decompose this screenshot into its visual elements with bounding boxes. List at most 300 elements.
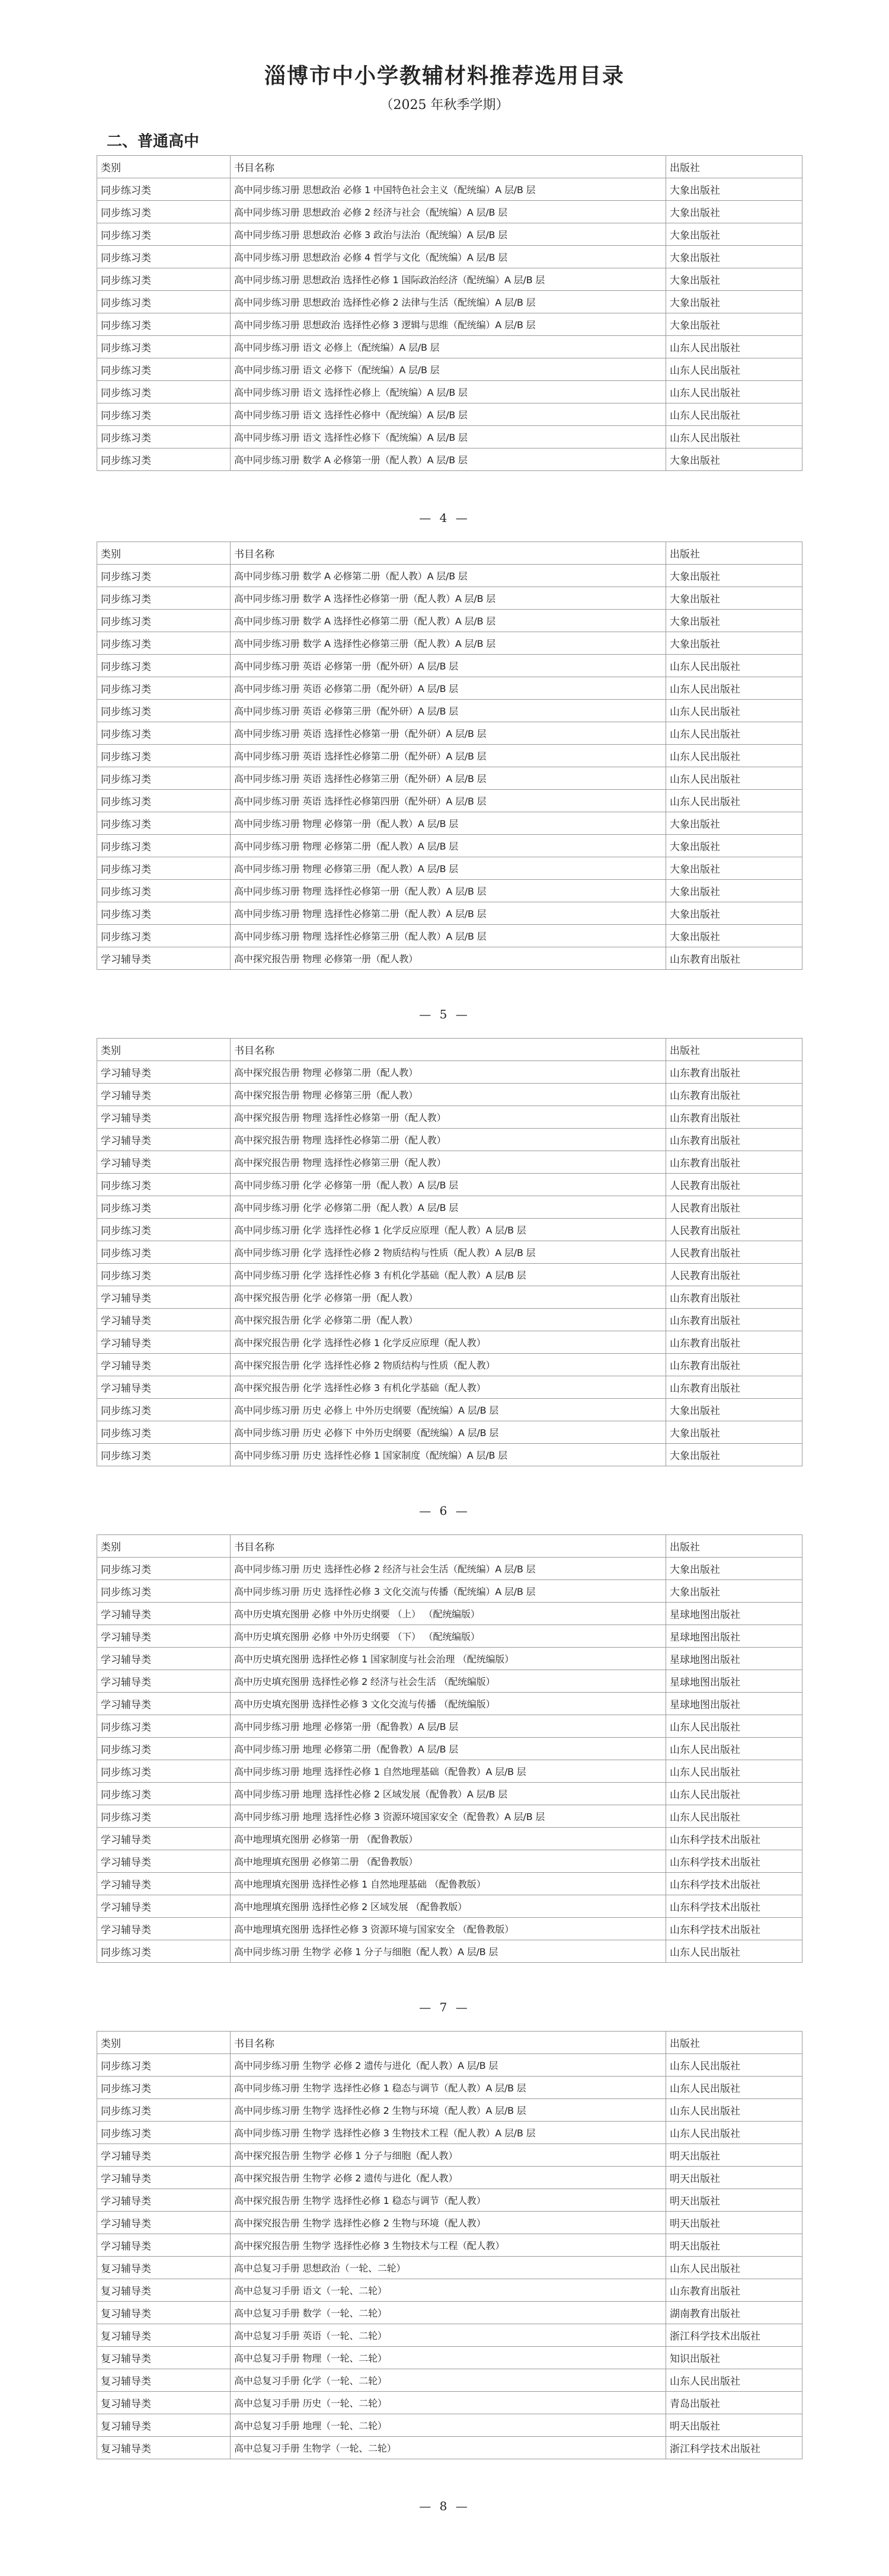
cell-publisher: 山东人民出版社	[666, 336, 802, 358]
catalog-table	[97, 1038, 802, 1466]
cell-title: 高中同步练习册 化学 必修第二册（配人教）A 层/B 层	[231, 1196, 666, 1219]
table-row	[97, 677, 802, 700]
table-row	[97, 2302, 802, 2324]
cell-title: 高中总复习手册 物理（一轮、二轮）	[231, 2347, 666, 2369]
table-row	[97, 1376, 802, 1399]
cell-category: 学习辅导类	[97, 947, 231, 970]
cell-category: 学习辅导类	[97, 1151, 231, 1174]
cell-publisher: 浙江科学技术出版社	[666, 2437, 802, 2459]
table-row	[97, 857, 802, 880]
cell-publisher: 大象出版社	[666, 835, 802, 857]
table-header-row	[97, 1039, 802, 1061]
cell-category: 同步练习类	[97, 1264, 231, 1286]
cell-title: 高中同步练习册 历史 必修上 中外历史纲要（配统编）A 层/B 层	[231, 1399, 666, 1421]
cell-publisher: 山东教育出版社	[666, 1286, 802, 1309]
cell-publisher: 山东教育出版社	[666, 1061, 802, 1084]
cell-category: 学习辅导类	[97, 1670, 231, 1693]
table-row	[97, 632, 802, 655]
page-number: — 8 —	[419, 2499, 470, 2513]
table-row	[97, 700, 802, 722]
cell-publisher: 山东人民出版社	[666, 790, 802, 812]
cell-publisher: 山东人民出版社	[666, 677, 802, 700]
table-row	[97, 1873, 802, 1895]
header-category: 类别	[97, 1039, 231, 1061]
cell-category: 同步练习类	[97, 2099, 231, 2122]
cell-publisher: 山东人民出版社	[666, 2122, 802, 2144]
cell-category: 学习辅导类	[97, 1625, 231, 1648]
cell-title: 高中同步练习册 英语 必修第一册（配外研）A 层/B 层	[231, 655, 666, 677]
cell-publisher: 大象出版社	[666, 1558, 802, 1580]
cell-publisher: 大象出版社	[666, 610, 802, 632]
cell-category: 同步练习类	[97, 1421, 231, 1444]
cell-category: 学习辅导类	[97, 2167, 231, 2189]
table-row	[97, 1783, 802, 1805]
header-category: 类别	[97, 156, 231, 178]
cell-title: 高中同步练习册 思想政治 选择性必修 2 法律与生活（配统编）A 层/B 层	[231, 291, 666, 313]
cell-category: 学习辅导类	[97, 1828, 231, 1850]
cell-category: 同步练习类	[97, 201, 231, 223]
table-row	[97, 902, 802, 925]
cell-title: 高中地理填充图册 选择性必修 3 资源环境与国家安全 （配鲁教版）	[231, 1918, 666, 1940]
table-row	[97, 201, 802, 223]
cell-category: 同步练习类	[97, 1715, 231, 1738]
table-row	[97, 2392, 802, 2414]
cell-publisher: 山东科学技术出版社	[666, 1850, 802, 1873]
cell-title: 高中同步练习册 化学 选择性必修 2 物质结构与性质（配人教）A 层/B 层	[231, 1241, 666, 1264]
cell-publisher: 大象出版社	[666, 857, 802, 880]
cell-category: 同步练习类	[97, 1196, 231, 1219]
table-row	[97, 2369, 802, 2392]
cell-category: 复习辅导类	[97, 2414, 231, 2437]
table-row	[97, 1354, 802, 1376]
cell-category: 同步练习类	[97, 381, 231, 403]
cell-title: 高中同步练习册 数学 A 选择性必修第一册（配人教）A 层/B 层	[231, 587, 666, 610]
catalog-table	[97, 542, 802, 970]
cell-publisher: 山东科学技术出版社	[666, 1895, 802, 1918]
cell-title: 高中同步练习册 物理 选择性必修第二册（配人教）A 层/B 层	[231, 902, 666, 925]
cell-title: 高中同步练习册 思想政治 必修 3 政治与法治（配统编）A 层/B 层	[231, 223, 666, 246]
cell-category: 同步练习类	[97, 1738, 231, 1760]
cell-publisher: 山东人民出版社	[666, 1805, 802, 1828]
cell-category: 同步练习类	[97, 1241, 231, 1264]
cell-title: 高中历史填充图册 选择性必修 2 经济与社会生活 （配统编版）	[231, 1670, 666, 1693]
cell-title: 高中探究报告册 物理 必修第三册（配人教）	[231, 1084, 666, 1106]
cell-title: 高中探究报告册 生物学 选择性必修 3 生物技术与工程（配人教）	[231, 2234, 666, 2257]
cell-category: 同步练习类	[97, 565, 231, 587]
cell-publisher: 大象出版社	[666, 201, 802, 223]
cell-category: 同步练习类	[97, 268, 231, 291]
cell-title: 高中探究报告册 化学 必修第二册（配人教）	[231, 1309, 666, 1331]
cell-title: 高中探究报告册 化学 选择性必修 1 化学反应原理（配人教）	[231, 1331, 666, 1354]
cell-title: 高中总复习手册 历史（一轮、二轮）	[231, 2392, 666, 2414]
cell-category: 同步练习类	[97, 632, 231, 655]
cell-publisher: 大象出版社	[666, 291, 802, 313]
table-row	[97, 1805, 802, 1828]
cell-title: 高中同步练习册 物理 必修第二册（配人教）A 层/B 层	[231, 835, 666, 857]
cell-publisher: 明天出版社	[666, 2167, 802, 2189]
cell-publisher: 山东人民出版社	[666, 722, 802, 745]
cell-title: 高中同步练习册 数学 A 选择性必修第三册（配人教）A 层/B 层	[231, 632, 666, 655]
cell-publisher: 明天出版社	[666, 2212, 802, 2234]
cell-title: 高中同步练习册 英语 必修第二册（配外研）A 层/B 层	[231, 677, 666, 700]
table-row	[97, 1580, 802, 1603]
table-row	[97, 313, 802, 336]
cell-publisher: 明天出版社	[666, 2414, 802, 2437]
cell-title: 高中探究报告册 生物学 选择性必修 1 稳态与调节（配人教）	[231, 2189, 666, 2212]
cell-publisher: 知识出版社	[666, 2347, 802, 2369]
cell-publisher: 山东科学技术出版社	[666, 1828, 802, 1850]
cell-title: 高中同步练习册 地理 选择性必修 3 资源环境国家安全（配鲁教）A 层/B 层	[231, 1805, 666, 1828]
cell-publisher: 山东科学技术出版社	[666, 1873, 802, 1895]
cell-category: 同步练习类	[97, 835, 231, 857]
table-row	[97, 1760, 802, 1783]
cell-category: 复习辅导类	[97, 2279, 231, 2302]
table-row	[97, 336, 802, 358]
cell-category: 学习辅导类	[97, 1084, 231, 1106]
cell-category: 同步练习类	[97, 745, 231, 767]
cell-category: 学习辅导类	[97, 1873, 231, 1895]
cell-publisher: 大象出版社	[666, 246, 802, 268]
cell-title: 高中同步练习册 生物学 选择性必修 2 生物与环境（配人教）A 层/B 层	[231, 2099, 666, 2122]
cell-title: 高中同步练习册 物理 选择性必修第三册（配人教）A 层/B 层	[231, 925, 666, 947]
cell-category: 同步练习类	[97, 767, 231, 790]
cell-publisher: 山东人民出版社	[666, 381, 802, 403]
cell-title: 高中同步练习册 历史 选择性必修 2 经济与社会生活（配统编）A 层/B 层	[231, 1558, 666, 1580]
cell-title: 高中探究报告册 物理 选择性必修第二册（配人教）	[231, 1129, 666, 1151]
cell-title: 高中探究报告册 生物学 必修 2 遗传与进化（配人教）	[231, 2167, 666, 2189]
cell-category: 同步练习类	[97, 2077, 231, 2099]
table-row	[97, 1309, 802, 1331]
page-number: — 5 —	[419, 1007, 470, 1021]
cell-publisher: 山东人民出版社	[666, 2077, 802, 2099]
cell-publisher: 人民教育出版社	[666, 1219, 802, 1241]
cell-category: 同步练习类	[97, 790, 231, 812]
cell-publisher: 大象出版社	[666, 565, 802, 587]
header-title: 书目名称	[231, 156, 666, 178]
table-row	[97, 1625, 802, 1648]
table-row	[97, 223, 802, 246]
table-row	[97, 1648, 802, 1670]
cell-category: 同步练习类	[97, 925, 231, 947]
cell-category: 同步练习类	[97, 2054, 231, 2077]
table-row	[97, 1286, 802, 1309]
table-row	[97, 426, 802, 448]
cell-publisher: 山东科学技术出版社	[666, 1918, 802, 1940]
cell-title: 高中同步练习册 语文 必修上（配统编）A 层/B 层	[231, 336, 666, 358]
cell-title: 高中历史填充图册 必修 中外历史纲要 （上） （配统编版）	[231, 1603, 666, 1625]
table-row	[97, 1715, 802, 1738]
table-row	[97, 268, 802, 291]
table-row	[97, 925, 802, 947]
cell-publisher: 人民教育出版社	[666, 1174, 802, 1196]
table-row	[97, 2257, 802, 2279]
cell-publisher: 人民教育出版社	[666, 1264, 802, 1286]
header-category: 类别	[97, 542, 231, 565]
cell-category: 学习辅导类	[97, 2234, 231, 2257]
cell-publisher: 山东人民出版社	[666, 2369, 802, 2392]
cell-publisher: 山东人民出版社	[666, 700, 802, 722]
header-publisher: 出版社	[666, 1039, 802, 1061]
cell-title: 高中探究报告册 化学 必修第一册（配人教）	[231, 1286, 666, 1309]
table-row	[97, 1106, 802, 1129]
header-publisher: 出版社	[666, 156, 802, 178]
table-row	[97, 1421, 802, 1444]
table-row	[97, 1061, 802, 1084]
cell-category: 同步练习类	[97, 610, 231, 632]
table-row	[97, 2234, 802, 2257]
cell-category: 复习辅导类	[97, 2437, 231, 2459]
cell-title: 高中同步练习册 思想政治 必修 1 中国特色社会主义（配统编）A 层/B 层	[231, 178, 666, 201]
table-row	[97, 1918, 802, 1940]
table-row	[97, 1444, 802, 1466]
cell-publisher: 山东教育出版社	[666, 1106, 802, 1129]
cell-category: 同步练习类	[97, 677, 231, 700]
section-heading: 二、普通高中	[107, 133, 200, 150]
cell-title: 高中同步练习册 生物学 选择性必修 1 稳态与调节（配人教）A 层/B 层	[231, 2077, 666, 2099]
table-row	[97, 403, 802, 426]
cell-title: 高中探究报告册 生物学 必修 1 分子与细胞（配人教）	[231, 2144, 666, 2167]
cell-publisher: 山东人民出版社	[666, 1715, 802, 1738]
document-title: 淄博市中小学教辅材料推荐选用目录	[264, 63, 625, 88]
cell-title: 高中同步练习册 地理 必修第一册（配鲁教）A 层/B 层	[231, 1715, 666, 1738]
cell-title: 高中同步练习册 英语 选择性必修第四册（配外研）A 层/B 层	[231, 790, 666, 812]
table-row	[97, 178, 802, 201]
table-row	[97, 1084, 802, 1106]
table-row	[97, 655, 802, 677]
cell-category: 同步练习类	[97, 1940, 231, 1963]
cell-category: 同步练习类	[97, 1783, 231, 1805]
cell-publisher: 大象出版社	[666, 313, 802, 336]
cell-title: 高中同步练习册 语文 选择性必修中（配统编）A 层/B 层	[231, 403, 666, 426]
cell-publisher: 大象出版社	[666, 902, 802, 925]
cell-publisher: 明天出版社	[666, 2189, 802, 2212]
table-header-row	[97, 542, 802, 565]
cell-category: 学习辅导类	[97, 1309, 231, 1331]
cell-title: 高中同步练习册 生物学 选择性必修 3 生物技术工程（配人教）A 层/B 层	[231, 2122, 666, 2144]
cell-publisher: 山东人民出版社	[666, 767, 802, 790]
cell-category: 学习辅导类	[97, 1129, 231, 1151]
cell-title: 高中同步练习册 化学 必修第一册（配人教）A 层/B 层	[231, 1174, 666, 1196]
cell-category: 同步练习类	[97, 1805, 231, 1828]
cell-title: 高中探究报告册 物理 必修第二册（配人教）	[231, 1061, 666, 1084]
cell-title: 高中总复习手册 生物学（一轮、二轮）	[231, 2437, 666, 2459]
table-row	[97, 246, 802, 268]
cell-category: 同步练习类	[97, 448, 231, 471]
table-row	[97, 2167, 802, 2189]
cell-publisher: 大象出版社	[666, 1421, 802, 1444]
cell-publisher: 山东教育出版社	[666, 1151, 802, 1174]
table-row	[97, 767, 802, 790]
cell-category: 同步练习类	[97, 722, 231, 745]
table-row	[97, 880, 802, 902]
document-subtitle: （2025 年秋季学期）	[380, 98, 509, 113]
cell-title: 高中同步练习册 地理 选择性必修 2 区域发展（配鲁教）A 层/B 层	[231, 1783, 666, 1805]
cell-category: 同步练习类	[97, 700, 231, 722]
cell-publisher: 大象出版社	[666, 1444, 802, 1466]
cell-title: 高中探究报告册 化学 选择性必修 2 物质结构与性质（配人教）	[231, 1354, 666, 1376]
cell-publisher: 大象出版社	[666, 448, 802, 471]
cell-publisher: 山东教育出版社	[666, 2279, 802, 2302]
cell-title: 高中同步练习册 物理 选择性必修第一册（配人教）A 层/B 层	[231, 880, 666, 902]
table-row	[97, 1603, 802, 1625]
table-row	[97, 448, 802, 471]
table-row	[97, 1738, 802, 1760]
cell-title: 高中同步练习册 生物学 必修 1 分子与细胞（配人教）A 层/B 层	[231, 1940, 666, 1963]
table-row	[97, 1174, 802, 1196]
cell-publisher: 山东人民出版社	[666, 358, 802, 381]
cell-title: 高中总复习手册 地理（一轮、二轮）	[231, 2414, 666, 2437]
table-row	[97, 947, 802, 970]
cell-category: 学习辅导类	[97, 1918, 231, 1940]
header-title: 书目名称	[231, 1039, 666, 1061]
table-row	[97, 1129, 802, 1151]
header-title: 书目名称	[231, 542, 666, 565]
cell-publisher: 大象出版社	[666, 812, 802, 835]
table-row	[97, 790, 802, 812]
table-row	[97, 1895, 802, 1918]
cell-category: 同步练习类	[97, 358, 231, 381]
cell-title: 高中同步练习册 化学 选择性必修 1 化学反应原理（配人教）A 层/B 层	[231, 1219, 666, 1241]
cell-category: 学习辅导类	[97, 2212, 231, 2234]
cell-publisher: 星球地图出版社	[666, 1670, 802, 1693]
cell-publisher: 大象出版社	[666, 223, 802, 246]
cell-category: 同步练习类	[97, 880, 231, 902]
table-row	[97, 2189, 802, 2212]
cell-category: 同步练习类	[97, 291, 231, 313]
cell-title: 高中同步练习册 思想政治 选择性必修 3 逻辑与思维（配统编）A 层/B 层	[231, 313, 666, 336]
cell-publisher: 大象出版社	[666, 1580, 802, 1603]
cell-category: 同步练习类	[97, 1219, 231, 1241]
cell-publisher: 明天出版社	[666, 2144, 802, 2167]
header-publisher: 出版社	[666, 1535, 802, 1558]
cell-title: 高中同步练习册 思想政治 选择性必修 1 国际政治经济（配统编）A 层/B 层	[231, 268, 666, 291]
table-row	[97, 722, 802, 745]
cell-title: 高中地理填充图册 选择性必修 2 区域发展 （配鲁教版）	[231, 1895, 666, 1918]
header-category: 类别	[97, 2032, 231, 2054]
cell-category: 学习辅导类	[97, 1895, 231, 1918]
cell-publisher: 湖南教育出版社	[666, 2302, 802, 2324]
header-publisher: 出版社	[666, 2032, 802, 2054]
cell-category: 同步练习类	[97, 1580, 231, 1603]
cell-category: 同步练习类	[97, 1444, 231, 1466]
cell-category: 同步练习类	[97, 857, 231, 880]
cell-category: 同步练习类	[97, 178, 231, 201]
table-row	[97, 1241, 802, 1264]
cell-publisher: 星球地图出版社	[666, 1648, 802, 1670]
cell-publisher: 山东教育出版社	[666, 1309, 802, 1331]
catalog-table	[97, 155, 802, 471]
cell-publisher: 山东人民出版社	[666, 1760, 802, 1783]
table-row	[97, 1850, 802, 1873]
cell-category: 学习辅导类	[97, 1376, 231, 1399]
cell-category: 学习辅导类	[97, 1061, 231, 1084]
cell-title: 高中历史填充图册 必修 中外历史纲要 （下） （配统编版）	[231, 1625, 666, 1648]
cell-title: 高中探究报告册 物理 选择性必修第三册（配人教）	[231, 1151, 666, 1174]
cell-title: 高中总复习手册 数学（一轮、二轮）	[231, 2302, 666, 2324]
cell-title: 高中历史填充图册 选择性必修 3 文化交流与传播 （配统编版）	[231, 1693, 666, 1715]
cell-category: 学习辅导类	[97, 1286, 231, 1309]
cell-category: 同步练习类	[97, 1174, 231, 1196]
cell-category: 复习辅导类	[97, 2392, 231, 2414]
table-row	[97, 835, 802, 857]
cell-category: 学习辅导类	[97, 1850, 231, 1873]
cell-title: 高中同步练习册 英语 选择性必修第三册（配外研）A 层/B 层	[231, 767, 666, 790]
cell-title: 高中同步练习册 英语 选择性必修第一册（配外研）A 层/B 层	[231, 722, 666, 745]
cell-title: 高中探究报告册 物理 选择性必修第一册（配人教）	[231, 1106, 666, 1129]
cell-title: 高中同步练习册 数学 A 必修第二册（配人教）A 层/B 层	[231, 565, 666, 587]
cell-title: 高中同步练习册 历史 选择性必修 1 国家制度（配统编）A 层/B 层	[231, 1444, 666, 1466]
cell-publisher: 大象出版社	[666, 178, 802, 201]
cell-title: 高中同步练习册 物理 必修第一册（配人教）A 层/B 层	[231, 812, 666, 835]
cell-category: 同步练习类	[97, 655, 231, 677]
table-row	[97, 565, 802, 587]
cell-title: 高中同步练习册 地理 选择性必修 1 自然地理基础（配鲁教）A 层/B 层	[231, 1760, 666, 1783]
catalog-table	[97, 1534, 802, 1963]
cell-category: 复习辅导类	[97, 2347, 231, 2369]
cell-publisher: 人民教育出版社	[666, 1241, 802, 1264]
cell-publisher: 大象出版社	[666, 880, 802, 902]
table-row	[97, 587, 802, 610]
cell-category: 学习辅导类	[97, 1603, 231, 1625]
cell-publisher: 星球地图出版社	[666, 1625, 802, 1648]
cell-category: 同步练习类	[97, 1558, 231, 1580]
table-row	[97, 2054, 802, 2077]
cell-category: 同步练习类	[97, 336, 231, 358]
table-row	[97, 1693, 802, 1715]
table-row	[97, 610, 802, 632]
cell-title: 高中同步练习册 语文 选择性必修下（配统编）A 层/B 层	[231, 426, 666, 448]
cell-title: 高中同步练习册 地理 必修第二册（配鲁教）A 层/B 层	[231, 1738, 666, 1760]
cell-publisher: 青岛出版社	[666, 2392, 802, 2414]
cell-title: 高中地理填充图册 必修第一册 （配鲁教版）	[231, 1828, 666, 1850]
cell-category: 学习辅导类	[97, 1693, 231, 1715]
table-row	[97, 2347, 802, 2369]
cell-category: 学习辅导类	[97, 2144, 231, 2167]
cell-category: 同步练习类	[97, 2122, 231, 2144]
cell-publisher: 大象出版社	[666, 1399, 802, 1421]
cell-title: 高中同步练习册 英语 必修第三册（配外研）A 层/B 层	[231, 700, 666, 722]
cell-publisher: 星球地图出版社	[666, 1603, 802, 1625]
header-title: 书目名称	[231, 1535, 666, 1558]
cell-publisher: 大象出版社	[666, 632, 802, 655]
cell-publisher: 山东人民出版社	[666, 745, 802, 767]
page-number: — 4 —	[419, 511, 470, 525]
table-row	[97, 2122, 802, 2144]
cell-category: 复习辅导类	[97, 2324, 231, 2347]
cell-category: 同步练习类	[97, 313, 231, 336]
table-row	[97, 1940, 802, 1963]
cell-title: 高中同步练习册 历史 必修下 中外历史纲要（配统编）A 层/B 层	[231, 1421, 666, 1444]
page-number: — 7 —	[419, 2000, 470, 2014]
table-row	[97, 2324, 802, 2347]
table-row	[97, 1264, 802, 1286]
cell-category: 学习辅导类	[97, 1106, 231, 1129]
cell-title: 高中探究报告册 化学 选择性必修 3 有机化学基础（配人教）	[231, 1376, 666, 1399]
cell-publisher: 山东人民出版社	[666, 2054, 802, 2077]
cell-title: 高中同步练习册 历史 选择性必修 3 文化交流与传播（配统编）A 层/B 层	[231, 1580, 666, 1603]
table-row	[97, 2437, 802, 2459]
cell-publisher: 山东教育出版社	[666, 1354, 802, 1376]
table-row	[97, 2212, 802, 2234]
catalog-table	[97, 2031, 802, 2459]
table-row	[97, 2099, 802, 2122]
cell-category: 学习辅导类	[97, 1331, 231, 1354]
cell-publisher: 山东教育出版社	[666, 1331, 802, 1354]
cell-title: 高中总复习手册 英语（一轮、二轮）	[231, 2324, 666, 2347]
table-row	[97, 358, 802, 381]
cell-category: 学习辅导类	[97, 2189, 231, 2212]
header-title: 书目名称	[231, 2032, 666, 2054]
